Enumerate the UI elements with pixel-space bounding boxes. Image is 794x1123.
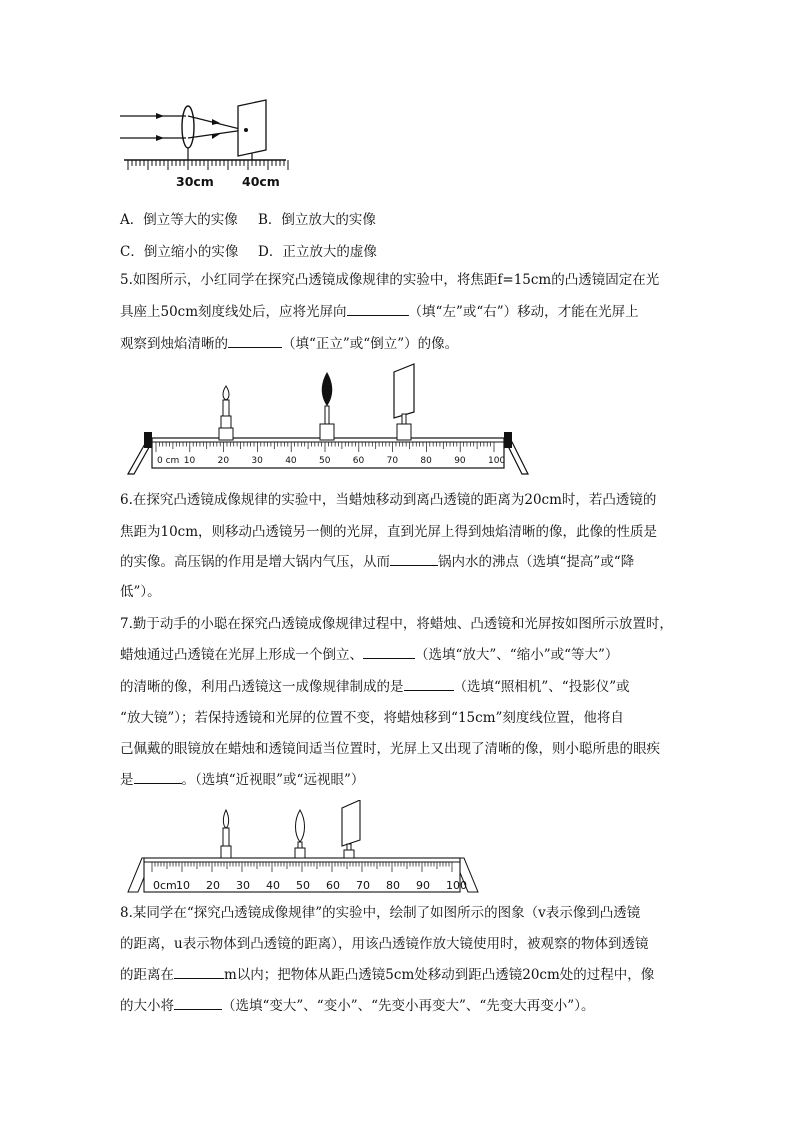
q5-line-1: 5.如图所示，小红同学在探究凸透镜成像规律的实验中，将焦距f=15cm的凸透镜固定在光	[120, 272, 660, 288]
ruler-label: 70	[356, 879, 370, 892]
ruler-label: 90	[416, 879, 430, 892]
q7-line-6: 是 。（选填“近视眼”或“远视眼”）	[120, 772, 365, 788]
answer-blank[interactable]	[228, 335, 282, 348]
answer-blank[interactable]	[347, 303, 409, 316]
q7-line-2: 蜡烛通过凸透镜在光屏上形成一个倒立、 （选填“放大”、“缩小”或“等大”）	[120, 647, 619, 663]
answer-blank[interactable]	[390, 553, 438, 566]
ruler-label: 40	[266, 879, 280, 892]
q4-options-row2	[120, 240, 377, 260]
candle	[221, 810, 231, 858]
ruler-label: 80	[420, 456, 432, 466]
ruler-label: 0 cm	[157, 456, 180, 466]
ruler-label: 20	[206, 879, 220, 892]
q8-line-4: 的大小将 （选填“变大”、“变小”、“先变小再变大”、“先变大再变小”）。	[120, 998, 595, 1014]
arrow-icon	[156, 135, 164, 141]
q8-line-1: 8.某同学在“探究凸透镜成像规律”的实验中，绘制了如图所示的图象（v表示像到凸透镜	[120, 905, 641, 921]
arrow-icon	[156, 113, 164, 119]
ruler-label: 40	[285, 456, 297, 466]
lens-icon	[322, 372, 333, 406]
screen-icon	[342, 800, 360, 846]
option-a: A．倒立等大的实像	[120, 212, 238, 228]
figure-optical-bench-1	[120, 362, 530, 480]
candle	[219, 386, 233, 440]
ruler-label: 90	[454, 456, 466, 466]
screen-icon	[394, 364, 414, 418]
lens-icon	[296, 810, 305, 842]
ruler-label: 30	[251, 456, 263, 466]
label-40cm: 40cm	[242, 174, 280, 189]
figure-optical-bench-2	[122, 800, 482, 896]
answer-blank[interactable]	[363, 646, 415, 659]
option-b: B．倒立放大的实像	[258, 212, 376, 228]
screen	[394, 364, 414, 440]
ruler-label: 20	[217, 456, 230, 466]
q6-line-1: 6.在探究凸透镜成像规律的实验中，当蜡烛移动到离凸透镜的距离为20cm时，若凸透镜的	[120, 492, 657, 508]
option-d: D．正立放大的虚像	[258, 244, 377, 260]
ruler-label: 50	[319, 456, 331, 466]
ruler-label: 30	[236, 879, 250, 892]
ruler-label: 60	[352, 456, 365, 466]
q6-line-4: 低”）。	[120, 584, 161, 600]
ruler-label: 50	[296, 879, 310, 892]
label-30cm: 30cm	[176, 174, 214, 189]
lens	[295, 810, 305, 858]
ruler-label: 70	[386, 456, 399, 466]
ruler-ticks	[128, 160, 288, 170]
q8-line-3: 的距离在 m以内；把物体从距凸透镜5cm处移动到距凸透镜20cm处的过程中，像	[120, 967, 655, 983]
q7-line-3: 的清晰的像，利用凸透镜这一成像规律制成的是 （选填“照相机”、“投影仪”或	[120, 679, 630, 695]
bench-end-right	[504, 432, 512, 448]
convex-lens	[182, 106, 194, 148]
flame-icon	[223, 386, 229, 400]
ruler-label: 10	[183, 456, 196, 466]
bench-end-left	[144, 432, 152, 448]
screen	[342, 800, 360, 858]
q7-line-1: 7.勤于动手的小聪在探究凸透镜成像规律过程中，将蜡烛、凸透镜和光屏按如图所示放置时，	[120, 616, 673, 632]
q4-options-row1	[120, 208, 376, 228]
image-point	[244, 128, 248, 132]
ruler-label: 10	[176, 879, 190, 892]
ruler-label: 100	[446, 879, 467, 892]
arrow-icon	[212, 134, 220, 139]
q5-line-3: 观察到烛焰清晰的 （填“正立”或“倒立”）的像。	[120, 336, 459, 352]
q7-line-5: 己佩戴的眼镜放在蜡烛和透镜间适当位置时，光屏上又出现了清晰的像，则小聪所患的眼疾	[120, 741, 660, 757]
answer-blank[interactable]	[404, 678, 454, 691]
option-c: C．倒立缩小的实像	[120, 244, 239, 260]
ruler-label: 100	[488, 456, 506, 466]
light-screen	[238, 100, 266, 156]
q5-line-2: 具座上50cm刻度线处后，应将光屏向 （填“左”或“右”）移动，才能在光屏上	[120, 304, 639, 320]
q8-line-2: 的距离，u表示物体到凸透镜的距离），用该凸透镜作放大镜使用时，被观察的物体到透镜	[120, 936, 649, 952]
q7-line-4: “放大镜”）；若保持透镜和光屏的位置不变，将蜡烛移到“15cm”刻度线位置，他将自	[120, 710, 624, 726]
figure-lens-ray-diagram	[118, 98, 290, 192]
answer-blank[interactable]	[174, 966, 224, 979]
answer-blank[interactable]	[174, 997, 222, 1010]
flame-icon	[223, 810, 228, 828]
answer-blank[interactable]	[134, 771, 182, 784]
ruler-label: 0cm	[153, 879, 177, 892]
q6-line-3: 的实像。高压锅的作用是增大锅内气压，从而 锅内水的沸点（选填“提高”或“降	[120, 554, 635, 570]
lens	[320, 372, 334, 440]
q6-line-2: 焦距为10cm，则移动凸透镜另一侧的光屏，直到光屏上得到烛焰清晰的像，此像的性质是	[120, 524, 658, 540]
ruler-label: 80	[386, 879, 400, 892]
ruler-label: 60	[326, 879, 340, 892]
